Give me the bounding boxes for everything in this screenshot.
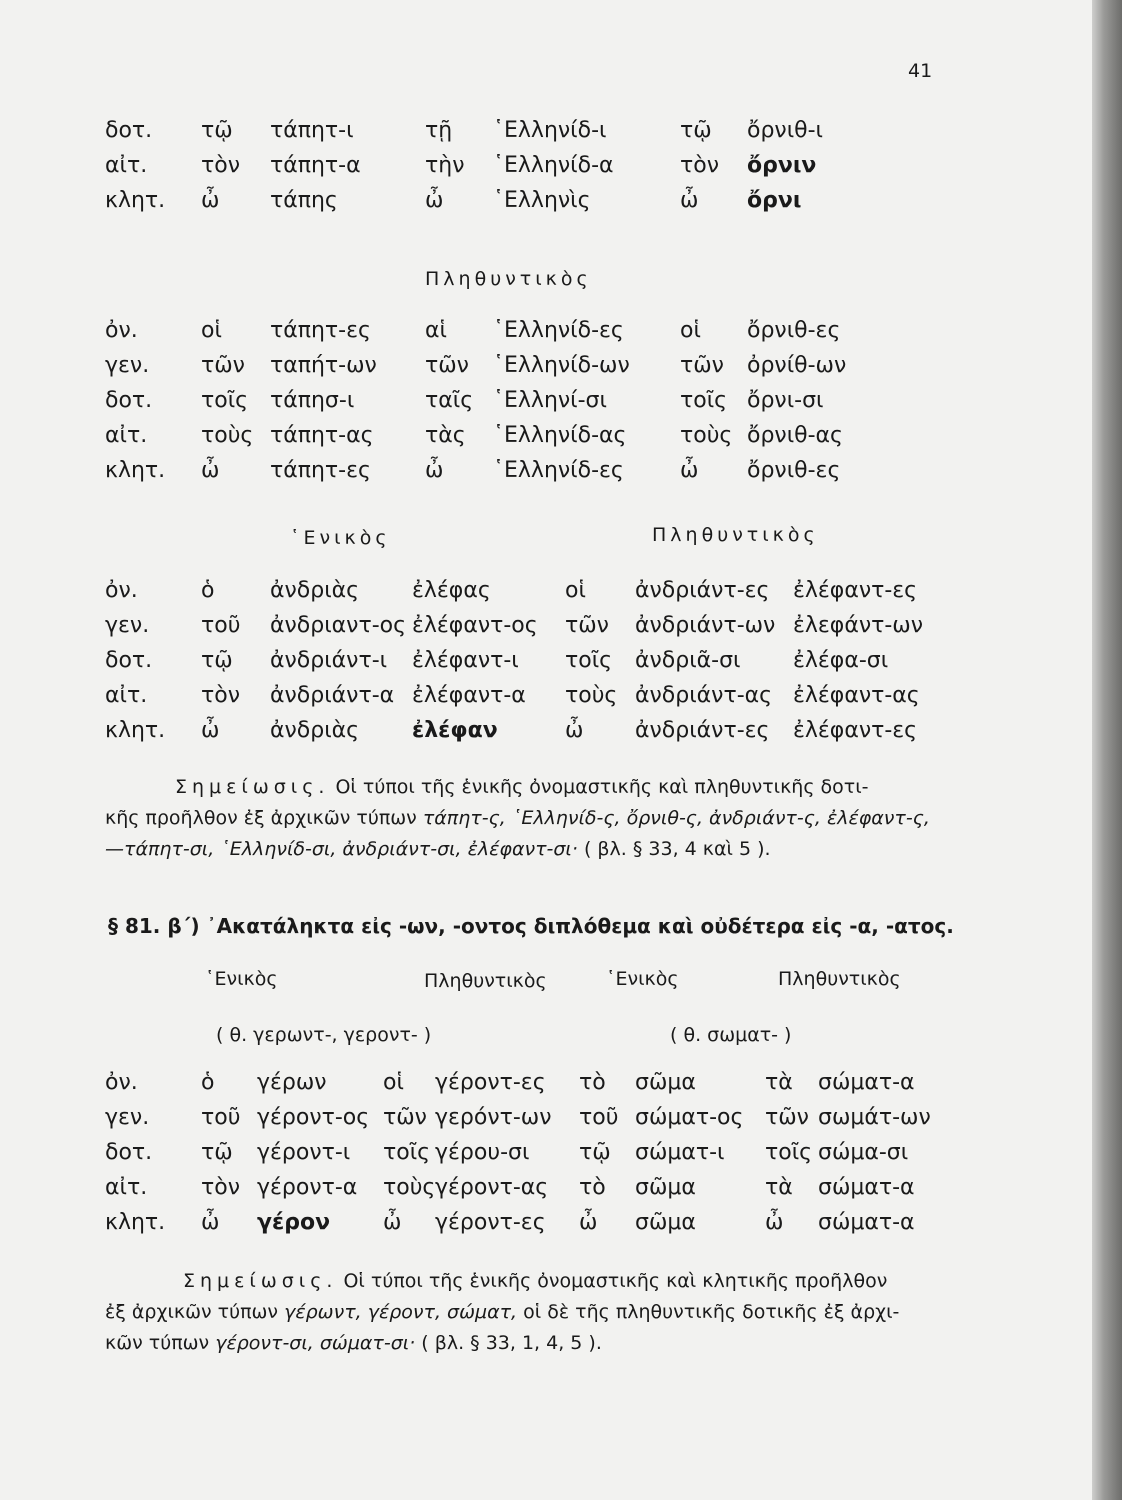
article: τοῖς [201,388,249,413]
article: ὁ [201,578,215,603]
word-form: τάπητ-ας [270,423,374,448]
word-form: τάπητ-ι [270,118,354,143]
article: ὦ [765,1210,784,1235]
word-form: ῾Ελληνίδ-ας [493,423,627,448]
word-form: ῾Ελληνίδ-ες [493,458,624,483]
article: τῶν [383,1105,427,1130]
note-italic-text: —τάπητ-σι, ῾Ελληνίδ-σι, ἀνδριάντ-σι, ἐλέφαντ-σι· [105,838,578,860]
case-label: κλητ. [105,1210,166,1235]
article: ὦ [201,188,220,213]
word-form: τάπητ-α [270,153,361,178]
case-label: γεν. [105,613,150,638]
word-form: ῾Ελληνί-σι [493,388,607,413]
article: ὦ [680,188,699,213]
article: τῶν [201,353,245,378]
note-text: κῶν τύπων [105,1332,216,1354]
article: τὰ [765,1070,793,1095]
note-text: κῆς προῆλθον ἐξ ἀρχικῶν τύπων [105,807,423,829]
word-form: ὄρνι-σι [747,388,824,413]
word-form: σωμάτ-ων [818,1105,931,1130]
word-form: τάπης [270,188,338,213]
article: ὦ [425,188,444,213]
article: τὸ [579,1070,606,1095]
plural-heading: Πληθυντικὸς [425,268,592,290]
word-form: ἀνδριαντ-ος [270,613,407,638]
article: ὦ [383,1210,402,1235]
case-label: δοτ. [105,1140,153,1165]
article: ὁ [201,1070,215,1095]
word-form: σώματ-α [818,1210,915,1235]
article: τοὺς [680,423,733,448]
article: ὦ [201,458,220,483]
article: τῶν [680,353,724,378]
word-form: ταπήτ-ων [270,353,377,378]
word-form: ῾Ελληνίδ-ες [493,318,624,343]
word-form: ὄρνιθ-ες [747,458,841,483]
book-spine-shadow [1092,0,1122,1500]
case-label: δοτ. [105,388,153,413]
word-form: ἀνδριάντ-ων [635,613,776,638]
note-text: Οἱ τύποι τῆς ἑνικῆς ὀνομαστικῆς καὶ κλητικῆς προῆλθον [337,1270,888,1292]
word-form: γέροντ-ας [435,1175,549,1200]
article: ὦ [579,1210,598,1235]
word-form: ῾Ελληνίδ-α [493,153,614,178]
case-label: αἰτ. [105,423,148,448]
word-form-bold: ὄρνι [747,188,802,213]
word-form: σῶμα [635,1175,696,1200]
word-form: ἐλεφάντ-ων [793,613,924,638]
article: τοῖς [680,388,728,413]
note-line [105,1266,935,1297]
note-text: Οἱ τύποι τῆς ἑνικῆς ὀνομαστικῆς καὶ πληθυντικῆς δοτι- [329,776,869,798]
word-form: γέροντ-ες [435,1070,546,1095]
word-form: ἐλέφας [412,578,491,603]
note-lead: Σημείωσις. [183,1270,338,1292]
word-form-bold: ἐλέφαν [412,718,498,743]
article: τοῦ [579,1105,619,1130]
note-italic-text: γέρωντ, γέροντ, σώματ, [284,1301,518,1323]
article: οἱ [383,1070,404,1095]
note-italic-text: τάπητ-ς, ῾Ελληνίδ-ς, ὄρνιθ-ς, ἀνδριάντ-ς, ἐλέφαντ-ς, [422,807,930,829]
word-form: ἐλέφαντ-ες [793,718,918,743]
case-label: ὀν. [105,318,138,343]
word-form: ὄρνιθ-ας [747,423,843,448]
word-form: γερόντ-ων [435,1105,552,1130]
stem-note: ( θ. σωματ- ) [670,1024,792,1046]
article: τοῦ [201,1105,241,1130]
word-form: ἐλέφαντ-ας [793,683,920,708]
word-form: τάπησ-ι [270,388,355,413]
article: τὰς [425,423,466,448]
article: τῇ [425,118,453,143]
word-form: τάπητ-ες [270,458,371,483]
article: οἱ [201,318,222,343]
word-form: ἀνδριὰς [270,718,360,743]
word-form: ὀρνίθ-ων [747,353,847,378]
case-label: αἰτ. [105,1175,148,1200]
article: τοὺς [383,1175,436,1200]
note-line [105,1328,935,1359]
case-label: αἰτ. [105,683,148,708]
article: τὸν [680,153,719,178]
article: τῶν [765,1105,809,1130]
word-form: ῾Ελληνὶς [493,188,591,213]
word-form: γέροντ-ες [435,1210,546,1235]
case-label: ὀν. [105,578,138,603]
plural-heading: Πληθυντικὸς [652,524,819,546]
word-form: γέρου-σι [435,1140,530,1165]
word-form: σῶμα [635,1070,696,1095]
article: τοῖς [765,1140,813,1165]
article: τοὺς [201,423,254,448]
page-number: 41 [908,60,933,82]
note-2 [105,1266,935,1359]
note-line [105,772,935,803]
note-lead: Σημείωσις. [175,776,330,798]
article: ὦ [201,1210,220,1235]
word-form: γέροντ-ι [257,1140,351,1165]
article: ταῖς [425,388,474,413]
word-form: ὄρνιθ-ι [747,118,824,143]
section-heading: § 81. β΄) ᾿Ακατάληκτα εἰς -ων, -οντος διπλόθεμα καὶ οὐδέτερα εἰς -α, -ατος. [108,914,954,938]
word-form: ὄρνιθ-ες [747,318,841,343]
word-form: ἐλέφαντ-α [412,683,526,708]
article: τὴν [425,153,465,178]
word-form: ἀνδριάντ-α [270,683,395,708]
note-line [105,803,935,834]
word-form: ἀνδριάντ-ες [635,718,770,743]
word-form: ἐλέφαντ-ι [412,648,519,673]
case-label: αἰτ. [105,153,148,178]
word-form: ἐλέφαντ-ες [793,578,918,603]
word-form: ἐλέφα-σι [793,648,889,673]
word-form: γέρων [257,1070,327,1095]
note-line [105,834,935,865]
article: τῷ [201,1140,233,1165]
word-form: γέροντ-α [257,1175,358,1200]
case-label: κλητ. [105,718,166,743]
article: τὰ [765,1175,793,1200]
word-form: σώματ-α [818,1175,915,1200]
plural-heading: Πληθυντικὸς [778,968,901,990]
singular-heading: ῾Ενικὸς [290,527,391,549]
word-form: σώματ-ος [635,1105,744,1130]
article: ὦ [680,458,699,483]
article: τῷ [201,118,233,143]
article: τοὺς [565,683,618,708]
word-form: ἀνδριάντ-ι [270,648,388,673]
word-form-bold: ὄρνιν [747,153,817,178]
note-text: ἐξ ἀρχικῶν τύπων [105,1301,285,1323]
word-form-bold: γέρον [257,1210,331,1235]
word-form: ῾Ελληνίδ-ων [493,353,630,378]
word-form: τάπητ-ες [270,318,371,343]
case-label: κλητ. [105,458,166,483]
article: ὦ [565,718,584,743]
article: ὦ [201,718,220,743]
word-form: σώματ-ι [635,1140,725,1165]
word-form: σῶμα [635,1210,696,1235]
note-italic-text: γέροντ-σι, σώματ-σι· [215,1332,416,1354]
note-text: ( βλ. § 33, 1, 4, 5 ). [415,1332,602,1354]
case-label: γεν. [105,1105,150,1130]
case-label: κλητ. [105,188,166,213]
article: τὸν [201,153,240,178]
note-line [105,1297,935,1328]
word-form: ἀνδριὰς [270,578,360,603]
article: οἱ [680,318,701,343]
word-form: σώματ-α [818,1070,915,1095]
word-form: ἐλέφαντ-ος [412,613,538,638]
article: τὸν [201,1175,240,1200]
word-form: ἀνδριάντ-ες [635,578,770,603]
word-form: γέροντ-ος [257,1105,370,1130]
article: τῶν [565,613,609,638]
stem-note: ( θ. γερωντ-, γεροντ- ) [216,1024,432,1046]
plural-heading: Πληθυντικὸς [424,970,547,992]
article: τοῦ [201,613,241,638]
article: ὦ [425,458,444,483]
article: τῷ [201,648,233,673]
article: τῶν [425,353,469,378]
note-text: οἱ δὲ τῆς πληθυντικῆς δοτικῆς ἐξ ἀρχι- [517,1301,900,1323]
article: τῷ [680,118,712,143]
case-label: ὀν. [105,1070,138,1095]
case-label: γεν. [105,353,150,378]
article: τῷ [579,1140,611,1165]
article: τοῖς [383,1140,431,1165]
article: τοῖς [565,648,613,673]
article: τὸν [201,683,240,708]
word-form: ἀνδριάντ-ας [635,683,773,708]
article: οἱ [565,578,586,603]
case-label: δοτ. [105,648,153,673]
note-1 [105,772,935,865]
article: τὸ [579,1175,606,1200]
note-text: ( βλ. § 33, 4 καὶ 5 ). [577,838,771,860]
case-label: δοτ. [105,118,153,143]
word-form: ἀνδριᾶ-σι [635,648,741,673]
word-form: ῾Ελληνίδ-ι [493,118,607,143]
word-form: σώμα-σι [818,1140,909,1165]
article: αἱ [425,318,447,343]
singular-heading: ῾Ενικὸς [606,968,679,990]
singular-heading: ῾Ενικὸς [205,968,278,990]
